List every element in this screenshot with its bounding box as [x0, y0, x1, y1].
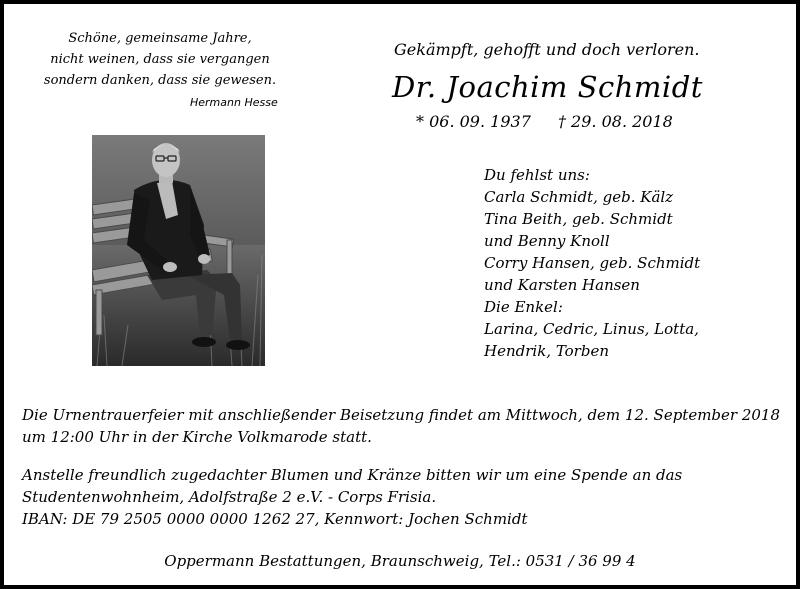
bank-details: IBAN: DE 79 2505 0000 0000 1262 27, Kennwort: Jochen Schmidt: [22, 510, 528, 528]
mourner-line: und Benny Knoll: [484, 232, 610, 250]
portrait-photo: [92, 135, 265, 366]
poem-line: nicht weinen, dass sie vergangen: [50, 52, 270, 67]
poem: [20, 28, 300, 91]
donation-line: Studentenwohnheim, Adolfstraße 2 e.V. - Corps Frisia.: [22, 488, 437, 506]
donation-line: Anstelle freundlich zugedachter Blumen und Kränze bitten wir um eine Spende an das: [22, 466, 683, 484]
mourner-line: Tina Beith, geb. Schmidt: [484, 210, 673, 228]
funeral-notice: Die Urnentrauerfeier mit anschließender Beisetzung findet am Mittwoch, dem 12. September 2018 um 12:00 Uhr in der Kirche Volkmarode statt.: [22, 406, 781, 446]
life-dates: [416, 112, 673, 131]
mourner-line: und Karsten Hansen: [484, 276, 640, 294]
death-date: † 29. 08. 2018: [557, 112, 673, 131]
mourner-line: Larina, Cedric, Linus, Lotta,: [484, 320, 699, 338]
deceased-name: Dr. Joachim Schmidt: [392, 70, 703, 104]
mourner-line: Carla Schmidt, geb. Kälz: [484, 188, 674, 206]
funeral-home-footer: Oppermann Bestattungen, Braunschweig, Tel.: 0531 / 36 99 4: [164, 552, 636, 570]
poem-line: Schöne, gemeinsame Jahre,: [68, 31, 252, 46]
mourners-list: [484, 164, 784, 362]
portrait-image: [92, 135, 265, 366]
mourner-line: Du fehlst uns:: [484, 166, 590, 184]
mourner-line: Hendrik, Torben: [484, 342, 609, 360]
poem-line: sondern danken, dass sie gewesen.: [43, 73, 277, 88]
tagline: Gekämpft, gehofft und doch verloren.: [394, 40, 700, 59]
donation-notice: [22, 464, 792, 530]
poem-author: Hermann Hesse: [190, 96, 278, 109]
birth-date: * 06. 09. 1937: [416, 112, 531, 131]
mourner-line: Die Enkel:: [484, 298, 563, 316]
mourner-line: Corry Hansen, geb. Schmidt: [484, 254, 701, 272]
